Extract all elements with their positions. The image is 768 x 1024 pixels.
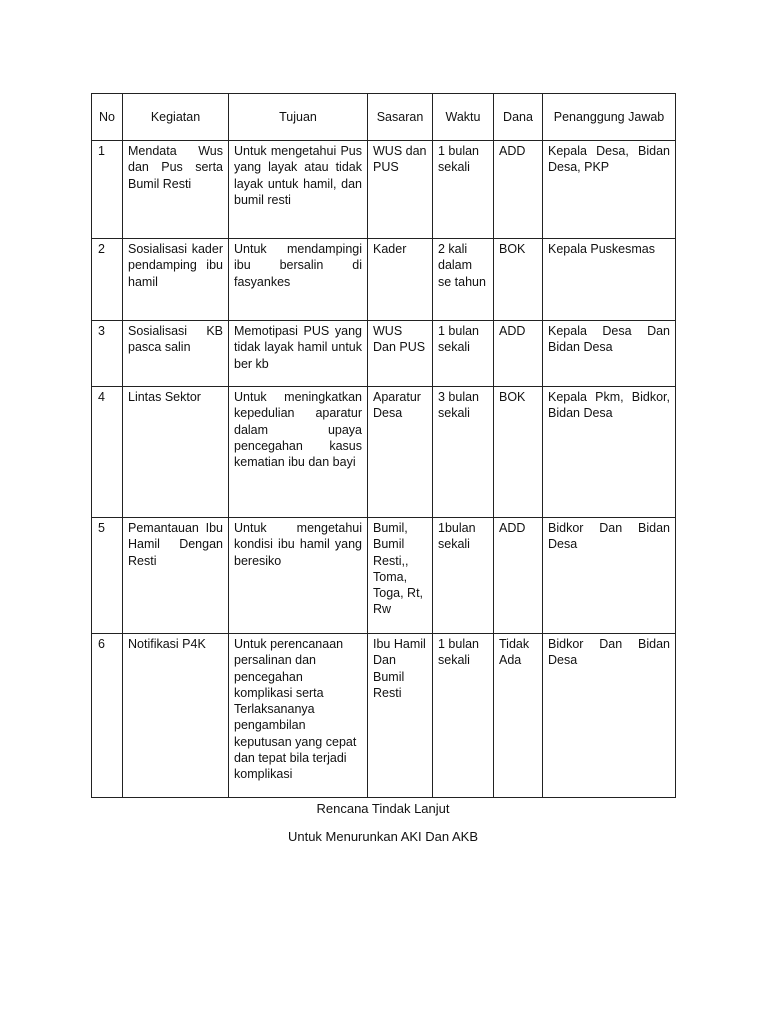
cell-tujuan: Untuk mendampingi ibu bersalin di fasyankes	[229, 239, 368, 321]
cell-dana: ADD	[494, 518, 543, 634]
cell-sasaran: WUS Dan PUS	[368, 321, 433, 387]
cell-waktu: 1 bulan sekali	[433, 141, 494, 239]
cell-no: 3	[92, 321, 123, 387]
cell-waktu: 1bulan sekali	[433, 518, 494, 634]
cell-dana: ADD	[494, 321, 543, 387]
cell-penanggung-jawab: Kepala Puskesmas	[543, 239, 676, 321]
table-row	[92, 387, 676, 518]
caption-subtitle: Untuk Menurunkan AKI Dan AKB	[287, 829, 479, 844]
cell-dana: BOK	[494, 239, 543, 321]
action-plan-table	[91, 93, 676, 798]
cell-kegiatan: Notifikasi P4K	[123, 634, 229, 798]
table-row	[92, 141, 676, 239]
cell-penanggung-jawab: Bidkor Dan Bidan Desa	[543, 634, 676, 798]
cell-penanggung-jawab: Bidkor Dan Bidan Desa	[543, 518, 676, 634]
cell-kegiatan: Sosialisasi kader pendamping ibu hamil	[123, 239, 229, 321]
caption-title: Rencana Tindak Lanjut	[316, 801, 450, 816]
cell-sasaran: Kader	[368, 239, 433, 321]
cell-no: 2	[92, 239, 123, 321]
cell-tujuan: Untuk mengetahui Pus yang layak atau tidak layak untuk hamil, dan bumil resti	[229, 141, 368, 239]
header-tujuan: Tujuan	[229, 94, 368, 141]
cell-sasaran: WUS dan PUS	[368, 141, 433, 239]
header-waktu: Waktu	[433, 94, 494, 141]
cell-tujuan: Untuk perencanaan persalinan dan pencegahan komplikasi serta Terlaksananya pengambilan keputusan yang cepat dan tepat bila terjadi komplikasi	[229, 634, 368, 798]
table-row	[92, 634, 676, 798]
cell-no: 5	[92, 518, 123, 634]
cell-waktu: 2 kali dalam se tahun	[433, 239, 494, 321]
table-header-row	[92, 94, 676, 141]
table-row	[92, 239, 676, 321]
cell-dana: Tidak Ada	[494, 634, 543, 798]
cell-kegiatan: Lintas Sektor	[123, 387, 229, 518]
cell-tujuan: Untuk mengetahui kondisi ibu hamil yang beresiko	[229, 518, 368, 634]
header-no: No	[92, 94, 123, 141]
cell-kegiatan: Pemantauan Ibu Hamil Dengan Resti	[123, 518, 229, 634]
header-dana: Dana	[494, 94, 543, 141]
cell-waktu: 1 bulan sekali	[433, 634, 494, 798]
cell-sasaran: Aparatur Desa	[368, 387, 433, 518]
cell-waktu: 3 bulan sekali	[433, 387, 494, 518]
table-row	[92, 518, 676, 634]
cell-tujuan: Untuk meningkatkan kepedulian aparatur dalam upaya pencegahan kasus kematian ibu dan bayi	[229, 387, 368, 518]
cell-penanggung-jawab: Kepala Pkm, Bidkor, Bidan Desa	[543, 387, 676, 518]
cell-no: 1	[92, 141, 123, 239]
header-kegiatan: Kegiatan	[123, 94, 229, 141]
header-sasaran: Sasaran	[368, 94, 433, 141]
cell-kegiatan: Sosialisasi KB pasca salin	[123, 321, 229, 387]
cell-no: 6	[92, 634, 123, 798]
cell-waktu: 1 bulan sekali	[433, 321, 494, 387]
cell-dana: BOK	[494, 387, 543, 518]
cell-sasaran: Bumil, Bumil Resti,, Toma, Toga, Rt, Rw	[368, 518, 433, 634]
cell-tujuan: Memotipasi PUS yang tidak layak hamil untuk ber kb	[229, 321, 368, 387]
cell-no: 4	[92, 387, 123, 518]
cell-kegiatan: Mendata Wus dan Pus serta Bumil Resti	[123, 141, 229, 239]
cell-penanggung-jawab: Kepala Desa Dan Bidan Desa	[543, 321, 676, 387]
table-row	[92, 321, 676, 387]
cell-sasaran: Ibu Hamil Dan Bumil Resti	[368, 634, 433, 798]
header-penanggung-jawab: Penanggung Jawab	[543, 94, 676, 141]
cell-dana: ADD	[494, 141, 543, 239]
cell-penanggung-jawab: Kepala Desa, Bidan Desa, PKP	[543, 141, 676, 239]
